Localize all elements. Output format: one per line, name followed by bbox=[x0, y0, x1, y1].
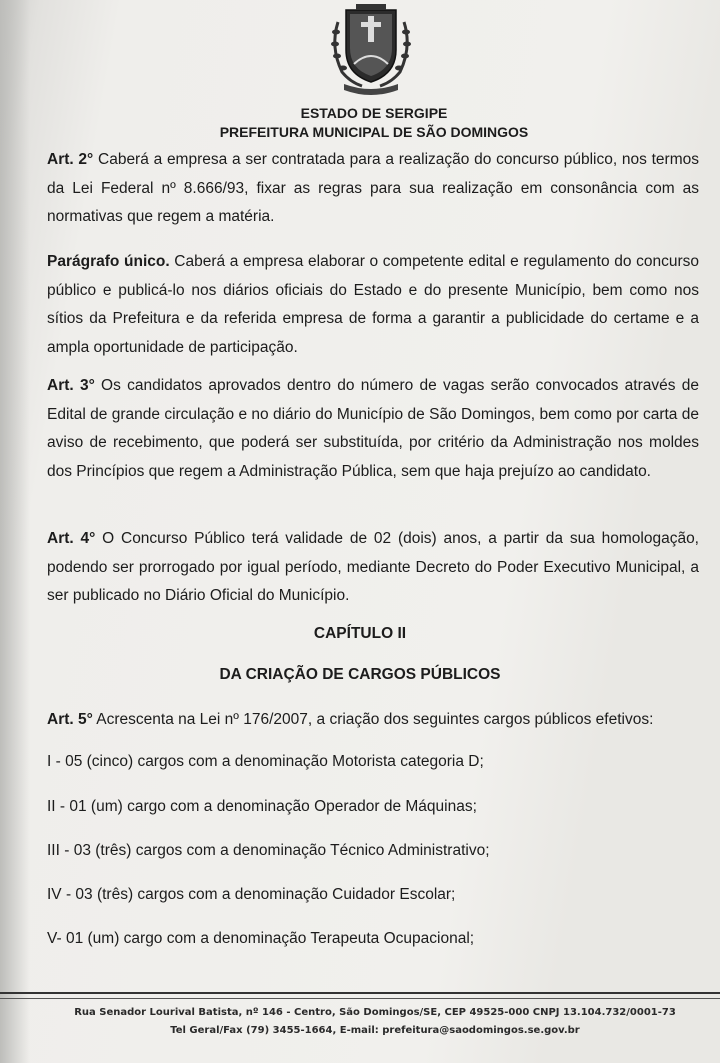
paragrafo-unico-text: Caberá a empresa elaborar o competente edital e regulamento do concurso público e publicá-lo nos diários oficiais do Estado e do presente Município, bem como nos sítios da Prefeitura e da referida empresa de forma a garantir a publicidade do certame e a ampla oportunidade de participação. bbox=[47, 253, 700, 356]
footer-divider bbox=[0, 992, 720, 994]
footer-address: Rua Senador Lourival Batista, nº 146 - Centro, São Domingos/SE, CEP 49525-000 CNPJ 13.104.732/0001-73 bbox=[74, 1007, 676, 1018]
article-5-label: Art. 5° bbox=[47, 711, 93, 728]
article-3-label: Art. 3° bbox=[47, 377, 95, 394]
footer bbox=[0, 1004, 720, 1040]
article-3 bbox=[47, 372, 699, 486]
article-2-label: Art. 2° bbox=[47, 151, 94, 168]
article-2-text: Caberá a empresa a ser contratada para a realização do concurso público, nos termos da Lei Federal nº 8.666/93, fixar as regras para sua realização em consonância com as normativas que regem a matéria. bbox=[47, 151, 699, 225]
municipality-name: PREFEITURA MUNICIPAL DE SÃO DOMINGOS bbox=[219, 124, 529, 140]
article-5 bbox=[47, 706, 699, 735]
article-5-text: Acrescenta na Lei nº 176/2007, a criação dos seguintes cargos públicos efetivos: bbox=[92, 711, 654, 728]
list-item: III - 03 (três) cargos com a denominação Técnico Administrativo; bbox=[47, 842, 490, 859]
article-4 bbox=[47, 525, 699, 611]
article-2 bbox=[47, 146, 699, 232]
state-name: ESTADO DE SERGIPE bbox=[300, 105, 448, 121]
paragrafo-unico-label: Parágrafo único. bbox=[47, 253, 170, 270]
chapter-number: CAPÍTULO II bbox=[313, 625, 407, 642]
article-4-label: Art. 4° bbox=[47, 530, 96, 547]
list-item: II - 01 (um) cargo com a denominação Operador de Máquinas; bbox=[47, 798, 477, 815]
list-item: IV - 03 (três) cargos com a denominação Cuidador Escolar; bbox=[47, 886, 456, 903]
article-3-text: Os candidatos aprovados dentro do número de vagas serão convocados através de Edital de grande circulação e no diário do Município de São Domingos, bem como por carta de aviso de recebimento, que poderá ser substituída, por critério da Administração nos moldes dos Princípios que regem a Administração Pública, sem que haja prejuízo ao candidato. bbox=[47, 377, 699, 480]
chapter-title: DA CRIAÇÃO DE CARGOS PÚBLICOS bbox=[219, 666, 501, 683]
footer-contact: Tel Geral/Fax (79) 3455-1664, E-mail: prefeitura@saodomingos.se.gov.br bbox=[170, 1025, 580, 1036]
letterhead bbox=[0, 104, 720, 142]
list-item: I - 05 (cinco) cargos com a denominação Motorista categoria D; bbox=[47, 753, 484, 770]
list-item: V- 01 (um) cargo com a denominação Terapeuta Ocupacional; bbox=[47, 930, 475, 947]
paragrafo-unico bbox=[47, 248, 699, 362]
article-4-text: O Concurso Público terá validade de 02 (dois) anos, a partir da sua homologação, podendo ser prorrogado por igual período, mediante Decreto do Poder Executivo Municipal, a ser publicado no Diário Oficial do Município. bbox=[47, 530, 699, 604]
page-shadow bbox=[0, 0, 30, 1063]
footer-divider-thin bbox=[0, 998, 720, 999]
coat-of-arms-icon bbox=[328, 2, 414, 98]
